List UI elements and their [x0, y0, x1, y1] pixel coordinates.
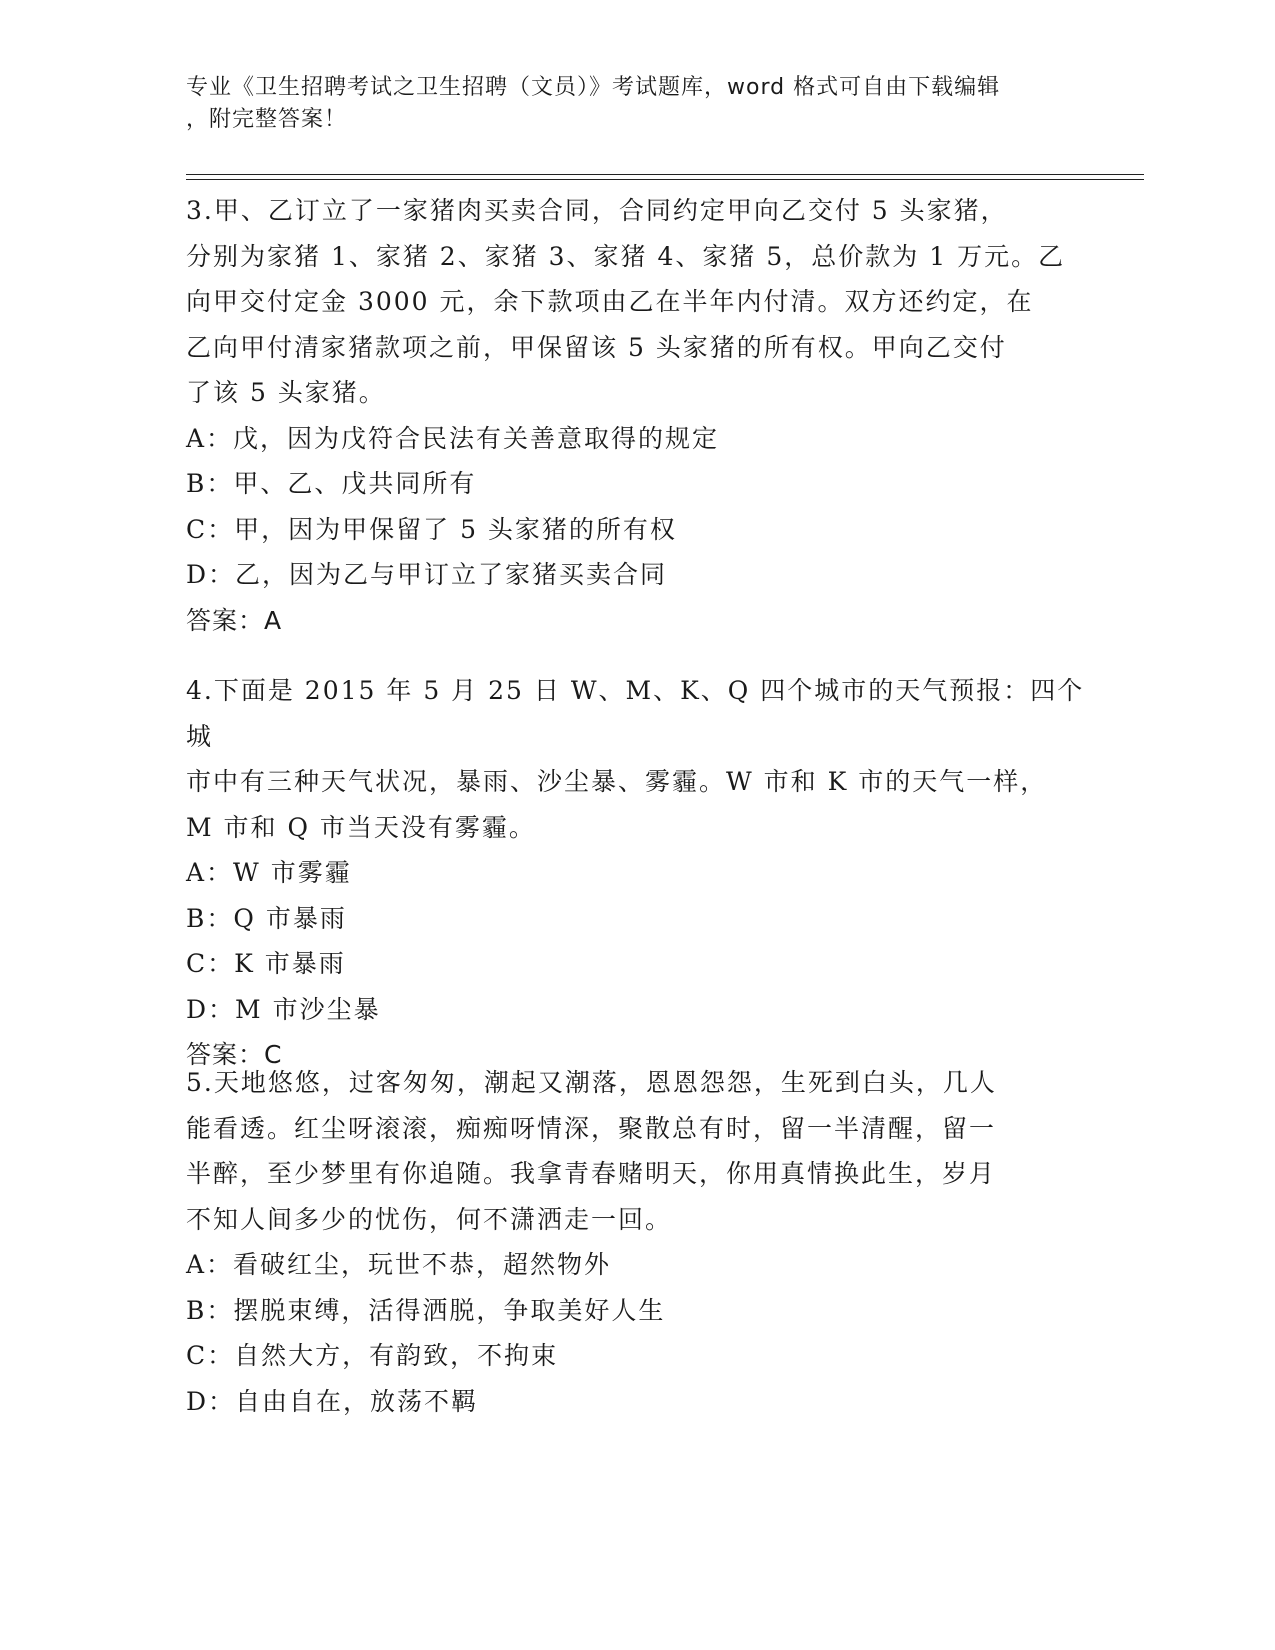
stem-line: M 市和 Q 市当天没有雾霾。 [186, 812, 536, 842]
option-a: A：戊，因为戊符合民法有关善意取得的规定 [186, 423, 720, 453]
stem-line: 能看透。红尘呀滚滚，痴痴呀情深，聚散总有时，留一半清醒，留一 [186, 1113, 997, 1143]
question-3 [186, 188, 1086, 644]
header-divider-top [186, 174, 1144, 175]
option-a: A：看破红尘，玩世不恭，超然物外 [186, 1250, 612, 1279]
option-c: C：自然大方，有韵致，不拘束 [186, 1341, 559, 1370]
header-divider-bottom [186, 179, 1144, 180]
option-d: D：M 市沙尘暴 [186, 994, 381, 1024]
stem-line: 5.天地悠悠，过客匆匆，潮起又潮落，恩恩怨怨，生死到白头，几人 [186, 1068, 997, 1097]
option-d: D：乙，因为乙与甲订立了家猪买卖合同 [186, 560, 668, 589]
option-b: B：摆脱束缚，活得洒脱，争取美好人生 [186, 1295, 666, 1325]
option-a: A：W 市雾霾 [186, 858, 352, 887]
option-c: C：甲，因为甲保留了 5 头家猪的所有权 [186, 514, 677, 544]
option-c: C：K 市暴雨 [186, 949, 346, 978]
question-stem [186, 1060, 1086, 1242]
header-line-2: ，附完整答案！ [186, 107, 348, 132]
header-line-1: 专业《卫生招聘考试之卫生招聘（文员）》考试题库，word 格式可自由下载编辑 [186, 75, 1001, 100]
option-d: D：自由自在，放荡不羁 [186, 1386, 479, 1416]
option-b: B：甲、乙、戊共同所有 [186, 469, 477, 498]
question-5 [186, 1060, 1086, 1424]
stem-line: 3.甲、乙订立了一家猪肉买卖合同，合同约定甲向乙交付 5 头家猪， [186, 196, 1008, 225]
document-header [186, 72, 1076, 136]
answer-line: 答案：C [186, 1040, 283, 1069]
answer-line: 答案：A [186, 605, 283, 635]
question-stem [186, 188, 1086, 416]
stem-line: 半醉，至少梦里有你追随。我拿青春赌明天，你用真情换此生，岁月 [186, 1159, 997, 1188]
question-4 [186, 668, 1086, 1078]
stem-line: 向甲交付定金 3000 元，余下款项由乙在半年内付清。双方还约定，在 [186, 287, 1034, 316]
stem-line: 乙向甲付清家猪款项之前，甲保留该 5 头家猪的所有权。甲向乙交付 [186, 332, 1007, 362]
option-b: B：Q 市暴雨 [186, 903, 347, 933]
question-stem [186, 668, 1086, 850]
stem-line: 了该 5 头家猪。 [186, 378, 386, 407]
stem-line: 不知人间多少的忧伤，何不潇洒走一回。 [186, 1204, 673, 1234]
stem-line: 市中有三种天气状况，暴雨、沙尘暴、雾霾。W 市和 K 市的天气一样， [186, 767, 1048, 796]
stem-line: 4.下面是 2015 年 5 月 25 日 W、M、K、Q 四个城市的天气预报：四个城 [186, 676, 1085, 751]
stem-line: 分别为家猪 1、家猪 2、家猪 3、家猪 4、家猪 5，总价款为 1 万元。乙 [186, 241, 1066, 271]
